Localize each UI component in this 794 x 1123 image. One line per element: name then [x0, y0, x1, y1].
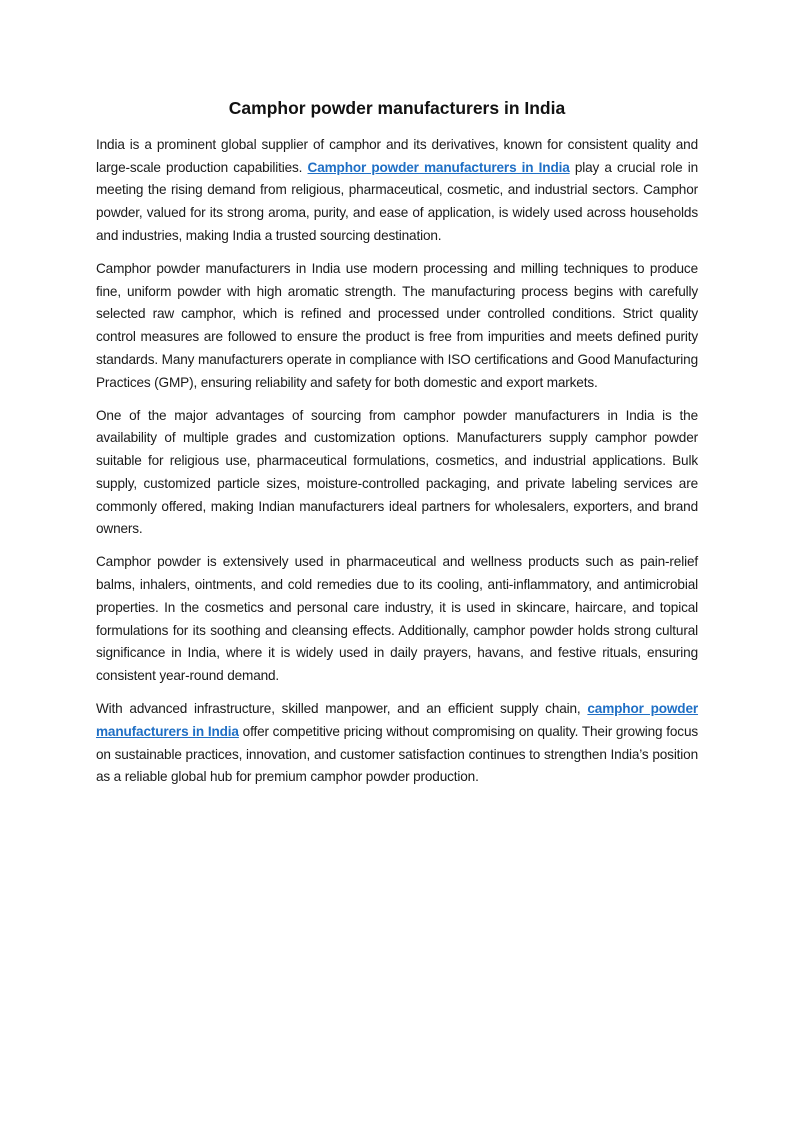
document-title: Camphor powder manufacturers in India — [228, 98, 566, 118]
document-page — [96, 96, 698, 799]
paragraph-uses: Camphor powder is extensively used in pharmaceutical and wellness products such as pain-relief balms, inhalers, ointments, and cold remedies due to its cooling, anti-inflammatory, and antimicrobial properties. In the cosmetics and personal care industry, it is used in skincare, haircare, and topical formulations for its soothing and cleansing effects. Additionally, camphor powder holds strong cultural significance in India, where it is widely used in daily prayers, havans, and festive rituals, ensuring consistent year-round demand. — [96, 554, 698, 683]
paragraph-text: With advanced infrastructure, skilled manpower, and an efficient supply chain, — [96, 701, 588, 717]
camphor-manufacturers-link[interactable]: Camphor powder manufacturers in India — [307, 159, 570, 175]
paragraph-manufacturing: Camphor powder manufacturers in India use modern processing and milling techniques to produce fine, uniform powder with high aromatic strength. The manufacturing process begins with carefully selected raw camphor, which is refined and processed under controlled conditions. Strict quality control measures are followed to ensure the product is free from impurities and meets defined purity standards. Many manufacturers operate in compliance with ISO certifications and Good Manufacturing Practices (GMP), ensuring reliability and safety for both domestic and export markets. — [96, 261, 698, 390]
paragraph-text: India is a prominent global supplier of camphor and its derivatives, known for consistent quality and large-scale production capabilities. — [96, 137, 698, 175]
paragraph-text: offer competitive pricing without compromising on quality. Their growing focus on sustainable practices, innovation, and customer satisfaction continues to strengthen India’s position as a reliable global hub for premium camphor powder production. — [96, 723, 698, 785]
paragraph-text: play a crucial role in meeting the rising demand from religious, pharmaceutical, cosmetic, and industrial sectors. Camphor powder, valued for its strong aroma, purity, and ease of application, is widely used across households and industries, making India a trusted sourcing destination. — [96, 159, 698, 243]
camphor-manufacturers-link[interactable]: camphor powder manufacturers in India — [96, 701, 699, 739]
paragraph-intro — [96, 134, 698, 248]
paragraph-conclusion — [96, 698, 698, 789]
paragraph-advantages: One of the major advantages of sourcing from camphor powder manufacturers in India is the availability of multiple grades and customization options. Manufacturers supply camphor powder suitable for religious use, pharmaceutical formulations, cosmetics, and industrial applications. Bulk supply, customized particle sizes, moisture-controlled packaging, and private labeling services are commonly offered, making Indian manufacturers ideal partners for wholesalers, exporters, and brand owners. — [96, 407, 698, 537]
